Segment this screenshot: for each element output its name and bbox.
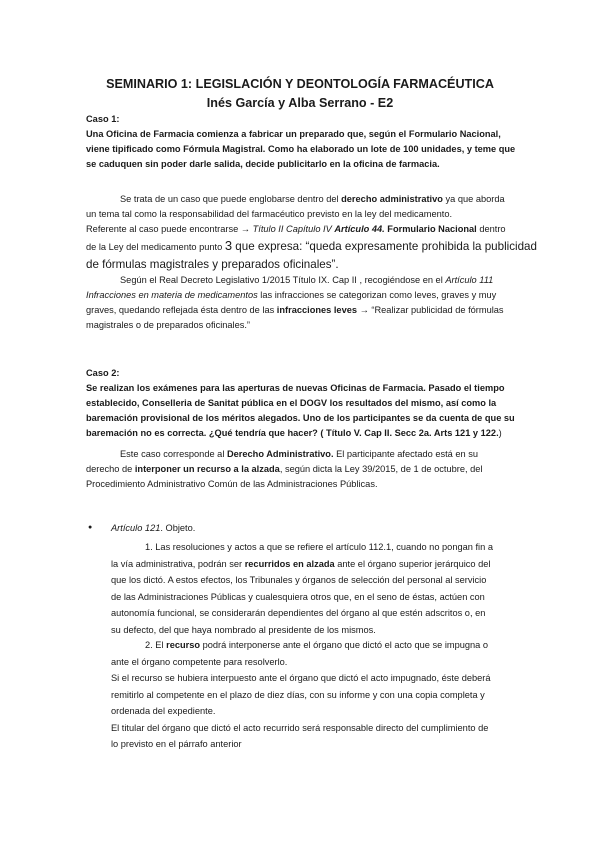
paragraph-line: que los dictó. A estos efectos, los Tribunales y órganos de selección del personal al servicio [111, 575, 487, 585]
text-run: Referente al caso puede encontrarse [86, 224, 241, 235]
paragraph-line [111, 637, 521, 654]
text-run-bold-italic: Artículo 44. [334, 224, 385, 235]
text-run: 3 [224, 238, 233, 254]
text-run-bold: Derecho Administrativo. [226, 449, 334, 459]
paragraph-line: ante el órgano competente para resolverlo. [111, 656, 288, 667]
text-run: El participante afectado está en su [333, 449, 479, 459]
text-run: dentro [476, 224, 506, 235]
paragraph-line [86, 462, 514, 477]
caso1-heading: Caso 1: [86, 114, 120, 124]
text-run-italic: Artículo 121 [111, 523, 161, 533]
caso2-statement-line: baremación provisional de los méritos alegados. Uno de los participantes se da cuenta de que su [86, 413, 515, 424]
text-run: la vía administrativa, podrán ser [111, 558, 245, 569]
paragraph-line: de las Administraciones Públicas y cualesquiera otros que, en el seno de éstas, actúen con [111, 591, 485, 602]
paragraph-line: magistrales o de preparados oficinales.” [86, 320, 251, 331]
paragraph-line [86, 192, 514, 207]
paragraph-line: ordenada del expediente. [111, 706, 216, 716]
caso2-section [86, 366, 514, 441]
text-run: , según dicta la Ley 39/2015, de 1 de octubre, del [279, 464, 483, 475]
caso2-statement-line: establecido, Conselleria de Sanitat pública en el DOGV los resultados del mismo, así como la [86, 398, 497, 409]
paragraph-line: autonomía funcional, se considerarán dependientes del órgano al que estén adscritos o, en [111, 608, 486, 618]
caso2-statement-line: Se realizan los exámenes para las aperturas de nuevas Oficinas de Farmacia. Pasado el tiempo [86, 383, 505, 394]
text-run: de la Ley del medicamento punto [86, 242, 225, 253]
caso2-paragraph-1 [86, 447, 514, 492]
caso1-statement-line: Una Oficina de Farmacia comienza a fabricar un preparado que, según el Formulario Nacional, [86, 129, 501, 140]
paragraph-line [86, 447, 514, 462]
paragraph-line: El titular del órgano que dictó el acto recurrido será responsable directo del cumplimiento de [111, 722, 489, 733]
text-run-bold: infracciones leves [276, 305, 358, 316]
text-run: 2. El [145, 640, 167, 650]
paragraph-line: remitirlo al competente en el plazo de diez días, con su informe y con una copia completa y [111, 689, 485, 700]
text-run-bold: recurso [166, 640, 201, 650]
text-run: derecho de [86, 464, 135, 475]
text-run: que expresa: “queda expresamente prohibida la publicidad [232, 240, 537, 254]
caso1-statement-line: se caduquen sin poder darle salida, decide publicitarlo en la oficina de farmacia. [86, 159, 440, 170]
text-run: → “Realizar publicidad de fórmulas [357, 305, 504, 316]
text-run-bold: Formulario Nacional [384, 224, 477, 235]
text-run-bold: derecho administrativo [341, 194, 443, 204]
paragraph-line: de fórmulas magistrales y preparados oficinales”. [86, 258, 339, 272]
paragraph-line [86, 288, 514, 303]
caso1-paragraph-3 [86, 273, 514, 333]
text-run-bold: baremación no es correcta. ¿Qué tendría que hacer? ( Título V. Cap II. Secc 2a. Arts 121 y 122. [86, 428, 499, 439]
paragraph-line: lo previsto en el párrafo anterior [111, 739, 242, 749]
caso1-statement-line: viene tipificado como Fórmula Magistral. Como ha elaborado un lote de 100 unidades, y teme que [86, 144, 516, 155]
text-run: ) [498, 428, 502, 439]
paragraph-line: un tema tal como la responsabilidad del farmacéutico previsto en la ley del medicamento. [86, 209, 453, 220]
article-121-section-2 [111, 637, 521, 753]
text-run: Según el Real Decreto Legislativo 1/2015 Título IX. Cap II , recogiéndose en el [120, 275, 446, 285]
paragraph-line [86, 222, 514, 237]
text-run: podrá interponerse ante el órgano que dictó el acto que se impugna o [200, 640, 489, 650]
paragraph-line [111, 556, 521, 573]
paragraph-line [111, 521, 514, 536]
text-run: graves, quedando reflejada ésta dentro de las [86, 305, 277, 316]
paragraph-line: Procedimiento Administrativo Común de las Administraciones Públicas. [86, 479, 378, 490]
text-run: Se trata de un caso que puede englobarse dentro del [120, 194, 342, 204]
document-title: SEMINARIO 1: LEGISLACIÓN Y DEONTOLOGÍA FARMACÉUTICA [106, 77, 494, 91]
paragraph-line [86, 273, 514, 288]
text-run-bold: interponer un recurso a la alzada [134, 464, 280, 475]
paragraph-line [86, 237, 537, 256]
caso1-section [86, 112, 514, 172]
caso2-statement-line [86, 426, 514, 441]
paragraph-line: Si el recurso se hubiera interpuesto ante el órgano que dictó el acto impugnado, éste deberá [111, 673, 491, 683]
text-run-italic: Infracciones en materia de medicamentos [86, 290, 258, 301]
caso2-heading: Caso 2: [86, 368, 120, 378]
text-run-italic: Artículo 111 [445, 275, 494, 285]
text-run: Este caso corresponde al [120, 449, 227, 459]
document-authors: Inés García y Alba Serrano - E2 [206, 96, 394, 110]
text-run-italic: → Título II Capítulo IV [240, 224, 335, 235]
caso1-paragraph-1 [86, 192, 537, 273]
text-run: ya que aborda [442, 194, 505, 204]
paragraph-line [86, 303, 514, 318]
text-run: las infracciones se categorizan como leves, graves y muy [257, 290, 497, 301]
text-run: ante el órgano superior jerárquico del [334, 558, 491, 569]
paragraph-line: 1. Las resoluciones y actos a que se refiere el artículo 112.1, cuando no pongan fin a [145, 542, 493, 552]
bullet-icon: ● [88, 524, 93, 531]
text-run: . Objeto. [160, 523, 196, 533]
text-run-bold: recurridos en alzada [244, 558, 335, 569]
paragraph-line: su defecto, del que haya nombrado al presidente de los mismos. [111, 624, 376, 635]
article-121-heading [111, 521, 514, 536]
article-121-section-1 [111, 539, 521, 638]
